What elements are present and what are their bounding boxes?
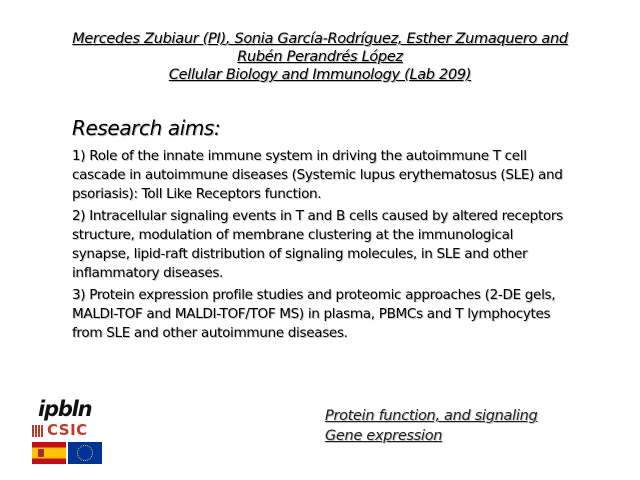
spain-flag-icon [32,442,66,464]
research-topics [325,406,537,446]
csic-logo [32,423,104,438]
aim-item-3: 3) Protein expression profile studies and proteomic approaches (2-DE gels, MALDI-TOF and MALDI-TOF/TOF MS) in plasma, PBMCs and T lymphocytes from SLE and other autoimmune diseases. [72,287,556,341]
flags [32,442,104,464]
topic-gene-expression: Gene expression [325,428,443,444]
csic-mark-icon [32,425,44,437]
authors-line [0,30,640,48]
coauthors-first: , Sonia García-Rodríguez, Esther Zumaquero and [225,31,568,47]
csic-logo-text: CSIC [47,421,88,439]
institution-logos [32,398,104,464]
pi-name: Mercedes Zubiaur (PI) [72,31,226,47]
research-aims-title: Research aims: [72,116,221,140]
aim-item-1: 1) Role of the innate immune system in driving the autoimmune T cell cascade in autoimmune diseases (Systemic lupus erythematosus (SLE) and psoriasis): Toll Like Receptors function. [72,148,563,202]
topic-protein-function: Protein function, and signaling [325,408,538,424]
coauthors-second: Rubén Perandrés López [237,49,403,65]
aim-item-2: 2) Intracellular signaling events in T and B cells caused by altered receptors structure, modulation of membrane clustering at the immunological synapse, lipid-raft distribution of signaling molecules, in SLE and other inflammatory diseases. [72,208,563,281]
research-aims-list [72,147,572,346]
header [0,30,640,84]
ipbln-logo: ipbln [38,397,92,421]
eu-flag-icon [68,442,102,464]
lab-name: Cellular Biology and Immunology (Lab 209) [168,67,472,83]
